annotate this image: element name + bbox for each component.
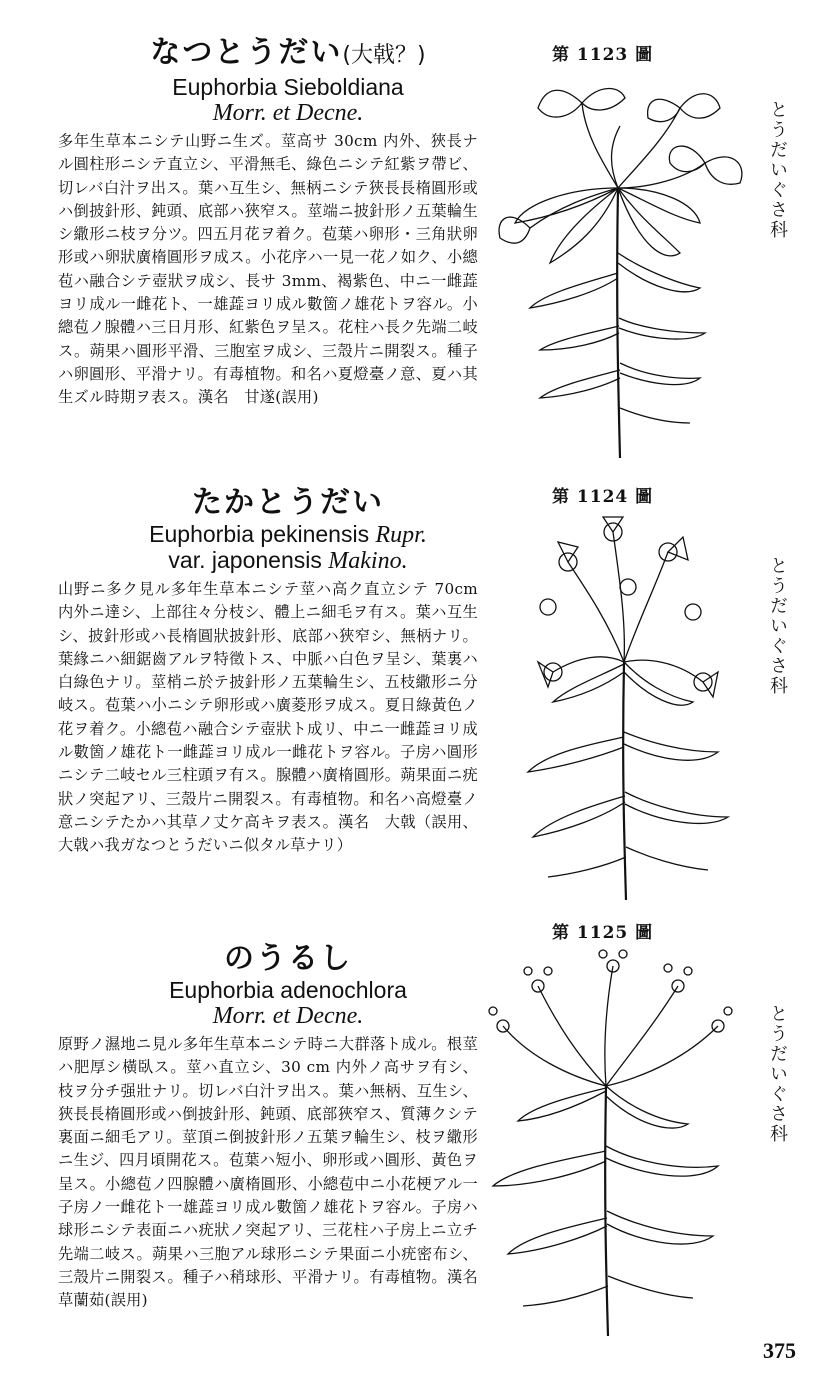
figure-label-1125: 第 1125 圖: [552, 923, 654, 943]
scientific-name-line2: var. japonensis Makino.: [168, 547, 408, 574]
family-label: とうだいぐさ科: [767, 556, 788, 696]
scientific-name-line1: Euphorbia pekinensis Rupr.: [149, 521, 427, 548]
description: 多年生草本ニシテ山野ニ生ズ。莖高サ 30cm 内外、狹長ナル圓柱形ニシテ直立シ、平滑無毛、綠色ニシテ紅紫ヲ帶ビ、切レバ白汁ヲ出ス。葉ハ互生シ、無柄ニシテ狹長長楕圓形或ハ倒披針形、鈍頭、底部ハ狹窄ス。莖端ニ披針形ノ五葉輪生シ繖形ニ枝ヲ分ツ。四五月花ヲ着ク。苞葉ハ卵形・三角狀卵形或ハ卵狀廣楕圓形ヲ成ス。小花序ハ一見一花ノ如ク、小總苞ハ融合シテ壺狀ヲ成シ、長サ 3mm、褐紫色、中ニ一雌蕋ヨリ成ル一雌花ト、一雄蕋ヨリ成ル數箇ノ雄花トヲ容ル。小總苞ノ腺體ハ三日月形、紅紫色ヲ呈ス。花柱ハ長ク先端二岐ス。蒴果ハ圓形平滑、三胞室ヲ成シ、三殼片ニ開裂ス。種子ハ卵圓形、平滑ナリ。有毒植物。和名ハ夏燈臺ノ意、夏ハ其生ズル時期ヲ表ス。漢名 甘遂(誤用): [58, 132, 478, 407]
family-label: とうだいぐさ科: [767, 1004, 788, 1144]
euphorbia-sieboldiana-illustration: [490, 78, 760, 463]
description: 山野ニ多ク見ル多年生草本ニシテ莖ハ高ク直立シテ 70cm 内外ニ達シ、上部往々分枝シ、體上ニ細毛ヲ有ス。葉ハ互生シ、披針形或ハ長楕圓狀披針形、底部ハ狹窄シ、無柄ナリ。葉緣ニハ細鋸齒アルヲ特徵トス、中脈ハ白色ヲ呈シ、葉裏ハ白綠色ナリ。莖梢ニ於テ披針形ノ五葉輪生シ、五枝繖形ニ分岐ス。苞葉ハ小ニシテ卵形或ハ廣菱形ヲ成ス。夏日綠黃色ノ花ヲ着ク。小總苞ハ融合シテ壺狀ト成リ、中ニ一雌蕋ヨリ成ル數箇ノ雄花ト一雌蕋ヨリ成ル一雌花トヲ容ル。子房ハ圓形ニシテ二岐セル三柱頭ヲ有ス。腺體ハ廣楕圓形。蒴果面ニ疣狀ノ突起アリ、三殼片ニ開裂ス。有毒植物。和名ハ高燈臺ノ意ニシテたかハ其草ノ丈ケ高キヲ表ス。漢名 大戟（誤用、大戟ハ我ガなつとうだいニ似タル草ナリ）: [58, 580, 478, 855]
page-number: 375: [763, 1338, 796, 1363]
scientific-author: Morr. et Decne.: [212, 100, 364, 126]
scientific-name: Euphorbia adenochlora: [169, 977, 407, 1003]
euphorbia-pekinensis-illustration: [508, 512, 758, 900]
entry-natsutoudai: [58, 34, 478, 410]
author-name: Rupr.: [375, 522, 427, 548]
description: 原野ノ濕地ニ見ル多年生草本ニシテ時ニ大群落ト成ル。根莖ハ肥厚シ橫臥ス。莖ハ直立シ、30 cm 内外ノ高サヲ有シ、枝ヲ分チ强壯ナリ。切レバ白汁ヲ出ス。葉ハ無柄、互生シ、狹長長楕圓形或ハ倒披針形、鈍頭、底部狹窄ス、質薄クシテ裏面ニ細毛アリ。莖頂ニ倒披針形ノ五葉ヲ輪生シ、枝ヲ繖形ニ生ジ、四月頃開花ス。苞葉ハ短小、卵形或ハ圓形、黃色ヲ呈ス。小總苞ノ四腺體ハ廣楕圓形、小總苞中ニ小花梗アル一子房ノ一雌花ト一雄蕋ヨリ成ル數箇ノ雄花トヲ容ル。子房ハ球形ニシテ表面ニハ疣狀ノ突起アリ、三花柱ハ子房上ニ立チ先端二岐ス。蒴果ハ三胞アル球形ニシテ果面ニ小疣密布シ、三殼片ニ開裂ス。種子ハ稍球形、平滑ナリ。有毒植物。漢名 草蘭茹(誤用): [58, 1035, 494, 1310]
figure-label-1123: 第 1123 圖: [552, 45, 654, 65]
japanese-name: なつとうだい(大戟？): [150, 35, 426, 70]
scientific-name: Euphorbia Sieboldiana: [172, 74, 404, 100]
japanese-name: たかとうだい: [192, 485, 384, 520]
japanese-alt-name: (大戟？): [342, 43, 426, 68]
entry-nourushi: [58, 940, 494, 1313]
euphorbia-adenochlora-illustration: [478, 946, 758, 1336]
figure-label-1124: 第 1124 圖: [552, 487, 654, 507]
family-label: とうだいぐさ科: [767, 100, 788, 240]
entry-takatoudai: [58, 484, 478, 858]
japanese-name: のうるし: [224, 941, 352, 976]
author-name: Makino.: [328, 548, 408, 574]
scientific-author: Morr. et Decne.: [212, 1003, 364, 1029]
